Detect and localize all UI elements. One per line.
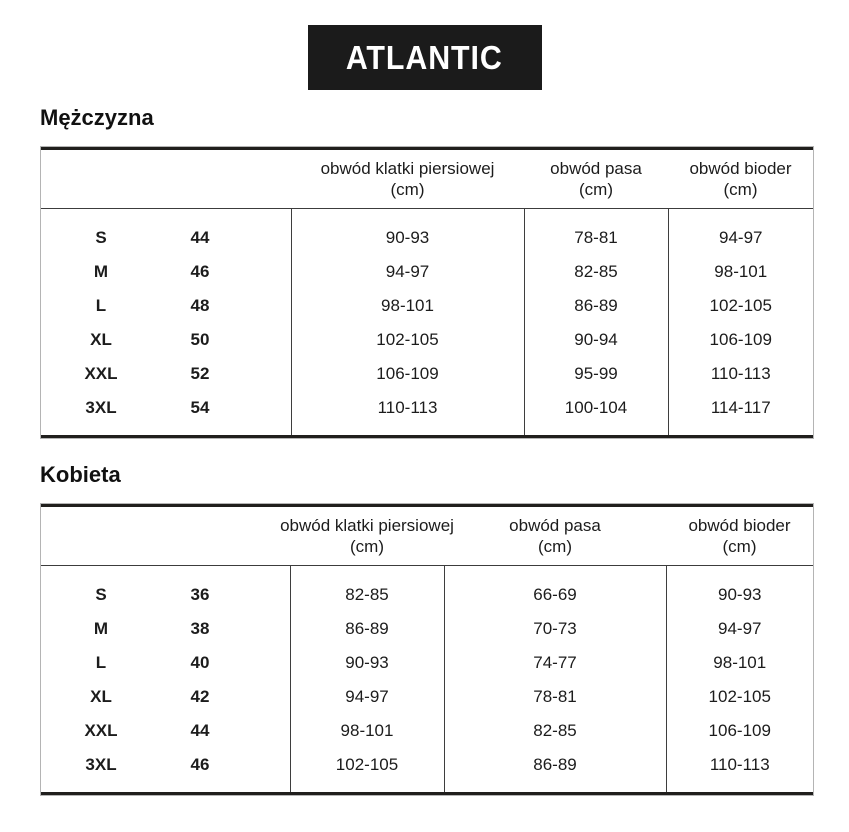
size-label: M	[93, 262, 109, 281]
hips-value: 106-109	[668, 323, 813, 357]
chest-value: 106-109	[291, 357, 524, 391]
chest-value: 94-97	[290, 680, 444, 714]
waist-value: 70-73	[444, 612, 666, 646]
size-number: 54	[190, 398, 210, 417]
waist-value: 82-85	[524, 255, 668, 289]
size-label: XL	[90, 687, 112, 706]
chest-value: 110-113	[291, 391, 524, 437]
table-row	[41, 566, 813, 613]
table-row	[41, 255, 813, 289]
size-label: XXL	[84, 721, 118, 740]
size-label: S	[95, 228, 107, 247]
chest-value: 102-105	[291, 323, 524, 357]
women-header-row	[41, 506, 813, 566]
hips-column-label: obwód bioder	[689, 159, 792, 178]
spacer-cell	[239, 612, 290, 646]
table-row	[41, 646, 813, 680]
spacer-cell	[239, 714, 290, 748]
waist-column-unit: (cm)	[579, 180, 613, 199]
hips-value: 110-113	[666, 748, 813, 794]
women-size-table	[41, 504, 813, 795]
table-row	[41, 357, 813, 391]
waist-value: 82-85	[444, 714, 666, 748]
size-label: L	[95, 296, 107, 315]
spacer-cell	[239, 255, 291, 289]
waist-value: 86-89	[444, 748, 666, 794]
waist-value: 78-81	[444, 680, 666, 714]
chest-value: 102-105	[290, 748, 444, 794]
chest-value: 98-101	[290, 714, 444, 748]
size-label: 3XL	[85, 398, 117, 417]
size-label: M	[93, 619, 109, 638]
men-header-row	[41, 149, 813, 209]
size-number: 36	[190, 585, 210, 604]
waist-value: 74-77	[444, 646, 666, 680]
hips-value: 94-97	[666, 612, 813, 646]
chest-column-header	[280, 506, 454, 566]
size-number: 46	[190, 262, 210, 281]
spacer-cell	[239, 680, 290, 714]
chest-column-header	[291, 149, 524, 209]
size-number: 50	[190, 330, 210, 349]
size-number: 48	[190, 296, 210, 315]
size-label: L	[95, 653, 107, 672]
hips-value: 90-93	[666, 566, 813, 613]
waist-value: 78-81	[524, 209, 668, 256]
waist-value: 90-94	[524, 323, 668, 357]
hips-column-header	[666, 506, 813, 566]
chest-column-unit: (cm)	[350, 537, 384, 556]
table-row	[41, 714, 813, 748]
spacer-cell	[239, 391, 291, 437]
section-title-men: Mężczyzna	[40, 105, 154, 130]
waist-column-header	[524, 149, 668, 209]
hips-value: 114-117	[668, 391, 813, 437]
waist-value: 95-99	[524, 357, 668, 391]
waist-column-header	[444, 506, 666, 566]
hips-value: 102-105	[666, 680, 813, 714]
spacer-cell	[239, 209, 291, 256]
hips-column-unit: (cm)	[722, 537, 757, 556]
chest-column-label: obwód klatki piersiowej	[320, 159, 495, 178]
size-label: S	[95, 585, 107, 604]
chest-value: 90-93	[291, 209, 524, 256]
waist-value: 100-104	[524, 391, 668, 437]
hips-value: 98-101	[668, 255, 813, 289]
empty-header-cell	[41, 149, 291, 209]
size-number: 40	[190, 653, 210, 672]
chest-value: 90-93	[290, 646, 444, 680]
empty-header-cell	[41, 506, 290, 566]
hips-value: 102-105	[668, 289, 813, 323]
hips-value: 110-113	[668, 357, 813, 391]
table-row	[41, 323, 813, 357]
size-label: XL	[90, 330, 112, 349]
men-size-table-frame	[40, 146, 814, 439]
spacer-cell	[239, 357, 291, 391]
brand-logo	[308, 25, 542, 90]
table-row	[41, 209, 813, 256]
chest-value: 94-97	[291, 255, 524, 289]
size-number: 46	[190, 755, 210, 774]
size-label: XXL	[84, 364, 118, 383]
hips-column-header	[668, 149, 813, 209]
hips-column-label: obwód bioder	[688, 516, 791, 535]
spacer-cell	[239, 566, 290, 613]
waist-value: 86-89	[524, 289, 668, 323]
size-label: 3XL	[85, 755, 117, 774]
men-size-table	[41, 147, 813, 438]
chest-column-label: obwód klatki piersiowej	[280, 516, 454, 535]
table-row	[41, 748, 813, 794]
hips-value: 94-97	[668, 209, 813, 256]
waist-column-label: obwód pasa	[550, 159, 642, 178]
waist-column-unit: (cm)	[538, 537, 572, 556]
chest-value: 86-89	[290, 612, 444, 646]
table-row	[41, 289, 813, 323]
table-row	[41, 391, 813, 437]
hips-value: 98-101	[666, 646, 813, 680]
waist-column-label: obwód pasa	[509, 516, 601, 535]
hips-value: 106-109	[666, 714, 813, 748]
women-size-table-frame	[40, 503, 814, 796]
size-number: 52	[190, 364, 210, 383]
waist-value: 66-69	[444, 566, 666, 613]
spacer-cell	[239, 289, 291, 323]
spacer-cell	[239, 323, 291, 357]
spacer-cell	[239, 646, 290, 680]
size-number: 38	[190, 619, 210, 638]
brand-logo-text: ATLANTIC	[346, 38, 503, 76]
spacer-cell	[239, 748, 290, 794]
size-number: 44	[190, 228, 210, 247]
hips-column-unit: (cm)	[723, 180, 758, 199]
chest-value: 82-85	[290, 566, 444, 613]
size-number: 42	[190, 687, 210, 706]
table-row	[41, 612, 813, 646]
table-row	[41, 680, 813, 714]
chest-value: 98-101	[291, 289, 524, 323]
section-title-women: Kobieta	[40, 462, 121, 487]
size-number: 44	[190, 721, 210, 740]
chest-column-unit: (cm)	[390, 180, 425, 199]
